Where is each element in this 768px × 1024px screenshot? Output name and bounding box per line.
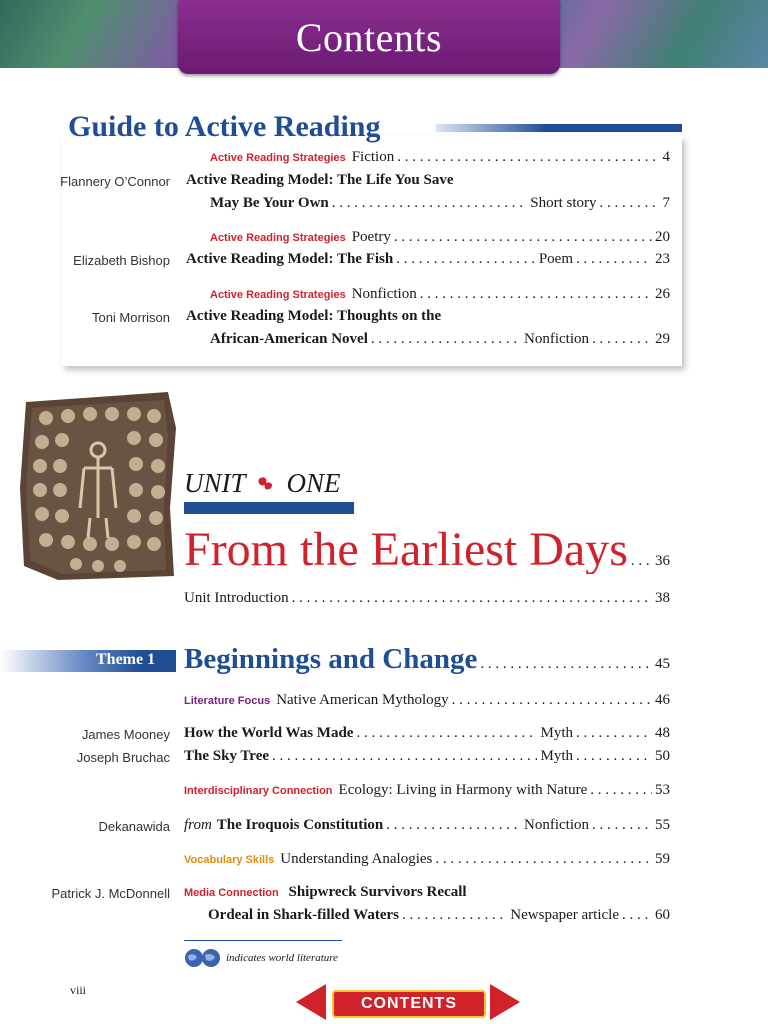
entry-title: Active Reading Model: The Fish [186,251,394,267]
guide-title: Guide to Active Reading [68,110,381,143]
entry-title: The Iroquois Constitution [216,817,384,833]
entry-author: Elizabeth Bishop [73,253,170,268]
toc-entry[interactable] [184,851,670,868]
contents-button[interactable]: CONTENTS [332,990,486,1018]
toc-entry[interactable] [210,195,670,212]
entry-title: Understanding Analogies [280,851,433,867]
entry-title[interactable]: Active Reading Model: The Life You Save [186,172,454,188]
entry-page: 50 [655,748,670,764]
entry-title: Poetry [351,229,391,245]
entry-tag: Interdisciplinary Connection [184,785,333,797]
toc-entry[interactable] [184,748,670,765]
entry-title: Shipwreck Survivors Recall [288,884,467,900]
entry-page: 59 [655,851,670,867]
entry-tag: Media Connection [184,887,279,899]
toc-entry[interactable] [186,251,670,268]
theme-title: Beginnings and Change [184,643,478,675]
entry-page: 7 [662,195,670,211]
entry-title: Fiction [351,149,395,165]
toc-entry[interactable] [210,149,670,166]
entry-page: 36 [655,553,670,569]
entry-genre: Nonfiction [524,817,589,833]
unit-rule [184,502,354,514]
entry-tag: Active Reading Strategies [210,152,346,164]
entry-genre: Myth [540,725,573,741]
entry-title: The Sky Tree [184,748,270,764]
entry-page: 23 [655,251,670,267]
entry-tag: Active Reading Strategies [210,289,346,301]
toc-entry[interactable] [210,229,670,246]
theme-title-entry[interactable] [184,643,670,676]
entry-author: Joseph Bruchac [76,750,170,765]
entry-page: 29 [655,331,670,347]
entry-page: 26 [655,286,670,302]
entry-author: Flannery O’Connor [60,174,170,189]
entry-page: 55 [655,817,670,833]
entry-title-cont: African-American Novel [210,331,368,347]
entry-author: James Mooney [81,727,170,742]
page-number: viii [70,983,87,997]
entry-prefix: from [184,817,212,833]
entry-title: How the World Was Made [184,725,354,741]
entry-page: 60 [655,907,670,923]
entry-tag: Vocabulary Skills [184,854,275,866]
entry-page: 45 [655,656,670,672]
unit-label: UNIT ONE [184,468,341,498]
entry-page: 48 [655,725,670,741]
toc-entry[interactable] [184,590,670,607]
toc-entry[interactable] [184,782,670,799]
entry-tag: Active Reading Strategies [210,232,346,244]
entry-page: 46 [655,692,670,708]
entry-genre: Newspaper article [510,907,619,923]
entry-genre: Poem [538,251,573,267]
toc-entry[interactable] [208,907,670,924]
unit-title-entry[interactable] [184,526,670,574]
next-arrow-icon[interactable] [490,984,520,1020]
toc-entry[interactable] [210,331,670,348]
entry-title: Nonfiction [351,286,417,302]
toc-entry[interactable] [210,286,670,303]
entry-title: Ecology: Living in Harmony with Nature [338,782,588,798]
unit-artifact-image [18,388,178,584]
theme-label: Theme 1 [96,651,156,668]
entry-genre: Nonfiction [524,331,589,347]
entry-author: Patrick J. McDonnell [51,886,170,901]
entry-title[interactable]: Active Reading Model: Thoughts on the [186,308,442,324]
entry-tag: Literature Focus [184,695,271,707]
toc-entry[interactable] [184,692,670,709]
previous-arrow-icon[interactable] [296,984,326,1020]
entry-title: Native American Mythology [276,692,449,708]
world-literature-note: indicates world literature [226,952,339,964]
entry-title-cont: Ordeal in Shark-filled Waters [208,907,399,923]
unit-title: From the Earliest Days [184,526,628,574]
entry-page: 38 [655,590,670,606]
entry-page: 53 [655,782,670,798]
entry-genre: Myth [540,748,573,764]
ornament-icon [256,475,276,493]
toc-entry[interactable] [184,884,467,901]
contents-nav [296,984,520,1020]
toc-entry[interactable] [184,725,670,742]
entry-title: Unit Introduction [184,590,289,606]
entry-author: Toni Morrison [91,310,170,325]
entry-author: Dekanawida [98,819,170,834]
guide-title-rule [436,124,682,132]
page-title: Contents [295,15,443,60]
toc-entry[interactable] [184,817,670,834]
entry-page: 4 [662,149,670,165]
entry-page: 20 [655,229,670,245]
note-rule [184,940,342,941]
entry-title-cont: May Be Your Own [210,195,329,211]
entry-genre: Short story [530,195,597,211]
world-literature-icon [184,948,222,968]
